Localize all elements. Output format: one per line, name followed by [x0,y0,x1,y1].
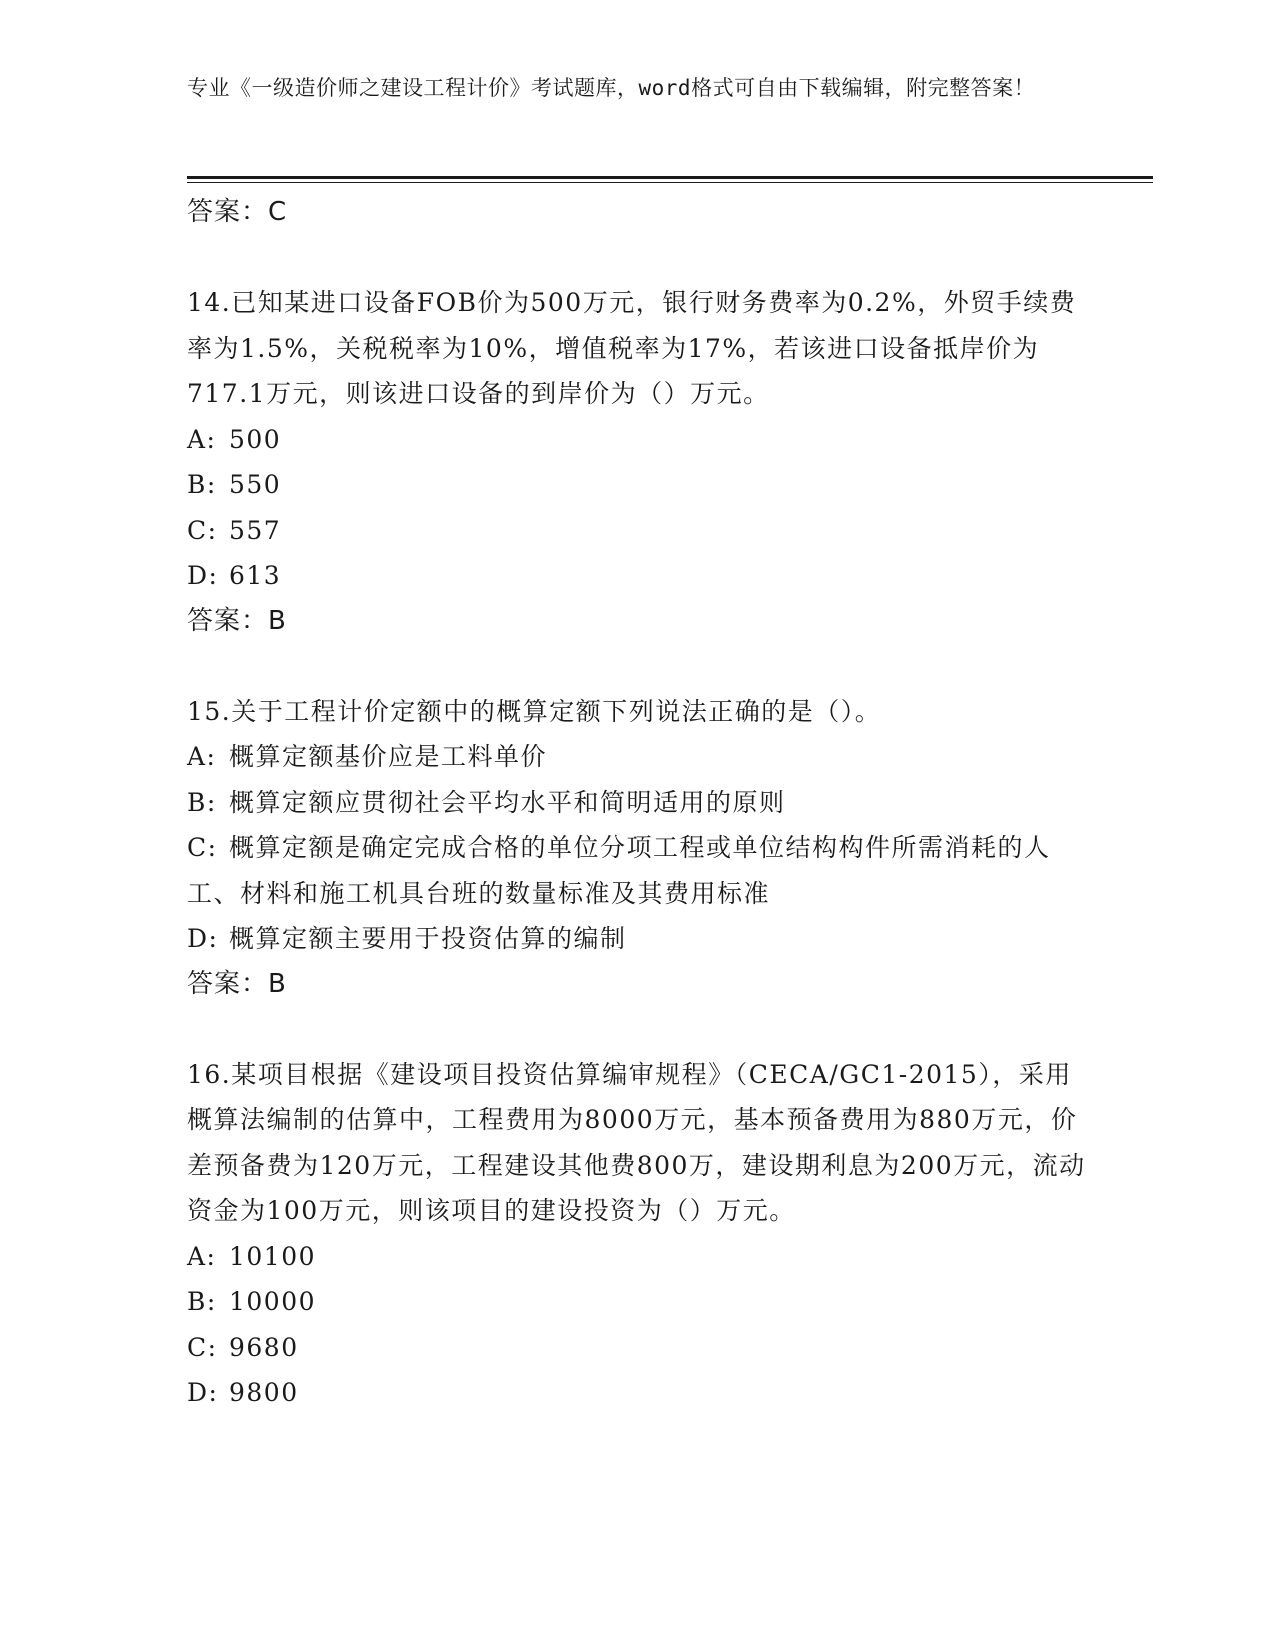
option-c [187,1325,1087,1371]
option-letter: B: [187,1287,217,1316]
option-text: 9680 [229,1332,299,1362]
option-text: 概算定额应贯彻社会平均水平和简明适用的原则 [229,787,786,817]
option-d [187,553,1087,599]
option-a [187,1234,1087,1280]
option-d [187,1370,1087,1416]
header-rule-thin [187,182,1153,183]
option-text: 10100 [229,1241,317,1271]
answer-line: 答案：C [187,197,288,227]
answer-line: 答案：B [187,605,287,636]
option-text: 613 [229,561,282,590]
question-block-14 [187,280,1087,644]
option-letter: D: [187,924,219,953]
question-text: 16.某项目根据《建设项目投资估算编审规程》（CECA/GC1-2015），采用概算法编制的估算中，工程费用为8000万元，基本预备费用为880万元，价差预备费为120万元，工程建设其他费800万，建设期利息为200万元，流动资金为100万元，则该项目的建设投资为（）万元。 [187,1059,1086,1225]
option-text: 概算定额基价应是工料单价 [229,742,548,771]
answer-line: 答案：B [187,968,287,999]
option-letter: A: [187,742,217,771]
option-text: 550 [229,470,282,499]
option-d [187,916,1087,962]
option-letter: B: [187,787,217,817]
option-letter: C: [187,833,218,862]
option-text: 概算定额是确定完成合格的单位分项工程或单位结构构件所需消耗的人工、材料和施工机具台班的数量标准及其费用标准 [187,833,1051,908]
option-letter: D: [187,1378,219,1407]
option-text: 500 [229,424,282,454]
option-text: 概算定额主要用于投资估算的编制 [229,924,627,953]
option-letter: A: [187,424,217,454]
option-b [187,462,1087,508]
question-block-15 [187,689,1087,1007]
option-letter: A: [187,1241,217,1271]
option-text: 557 [229,515,282,545]
header-rule-thick [187,176,1153,179]
option-c [187,508,1087,554]
page-header: 专业《一级造价师之建设工程计价》考试题库，word格式可自由下载编辑，附完整答案！ [187,76,1036,100]
option-a [187,417,1087,463]
question-content [187,190,1087,1416]
option-letter: C: [187,515,218,545]
spacer [187,1007,1087,1052]
spacer [187,235,1087,280]
option-c [187,825,1087,916]
option-text: 10000 [229,1287,317,1316]
question-text: 14.已知某进口设备FOB价为500万元，银行财务费率为0.2%，外贸手续费率为1.5%，关税税率为10%，增值税率为17%，若该进口设备抵岸价为717.1万元，则该进口设备的到岸价为（）万元。 [187,288,1077,408]
option-letter: C: [187,1332,218,1362]
option-letter: B: [187,470,217,499]
option-letter: D: [187,561,219,590]
option-text: 9800 [229,1378,299,1407]
spacer [187,644,1087,689]
option-a [187,734,1087,780]
option-b [187,1279,1087,1325]
question-text: 15.关于工程计价定额中的概算定额下列说法正确的是（）。 [187,696,882,726]
question-block-16 [187,1052,1087,1416]
option-b [187,780,1087,826]
